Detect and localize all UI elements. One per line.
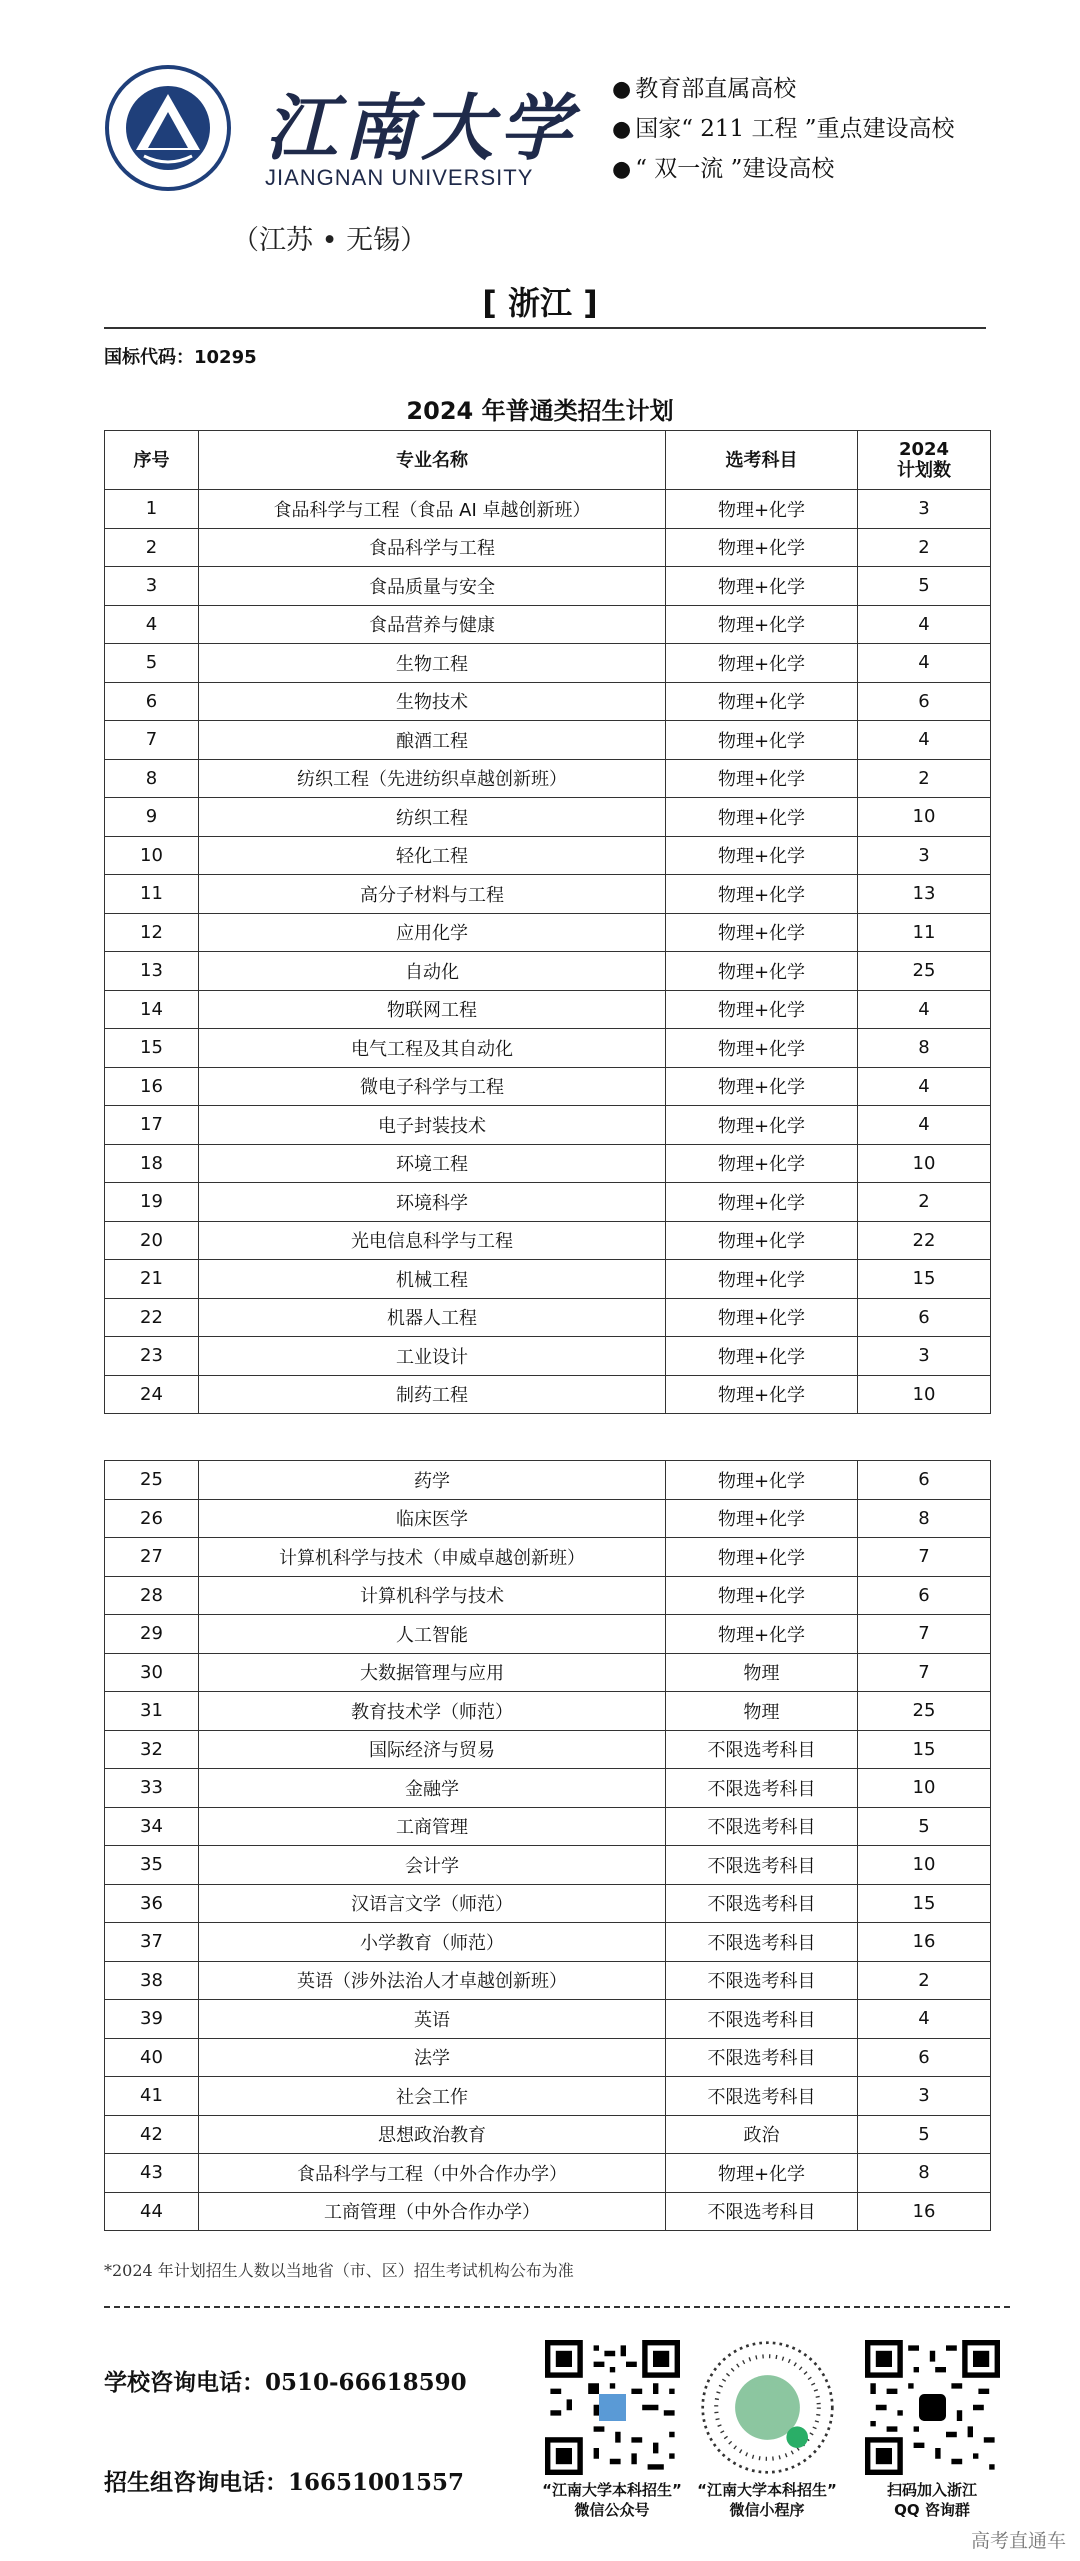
cell-subject: 物理 [666, 1653, 858, 1692]
cell-subject: 物理+化学 [666, 644, 858, 683]
watermark: 高考直通车 [970, 2530, 1066, 2552]
cell-major: 食品科学与工程（中外合作办学） [199, 2154, 666, 2193]
cell-major: 纺织工程（先进纺织卓越创新班） [199, 759, 666, 798]
table-header-row [105, 431, 991, 490]
col-header-major: 专业名称 [199, 431, 666, 490]
cell-no: 5 [105, 644, 199, 683]
table-row [105, 1260, 991, 1299]
cell-major: 光电信息科学与工程 [199, 1221, 666, 1260]
cell-major: 环境工程 [199, 1144, 666, 1183]
cell-major: 食品科学与工程 [199, 528, 666, 567]
cell-plan: 2 [858, 1183, 991, 1222]
cell-plan: 4 [858, 1106, 991, 1145]
cell-plan: 6 [858, 2038, 991, 2077]
cell-subject: 物理+化学 [666, 1260, 858, 1299]
cell-subject: 不限选考科目 [666, 1923, 858, 1962]
table-row [105, 1538, 991, 1577]
table-row [105, 759, 991, 798]
cell-no: 43 [105, 2154, 199, 2193]
cell-major: 工业设计 [199, 1337, 666, 1376]
university-name-cn: 江南大学 [265, 85, 578, 170]
feature-bullet: ● “ 双一流 ”建设高校 [612, 156, 835, 182]
cell-plan: 3 [858, 490, 991, 529]
table-row [105, 1221, 991, 1260]
cell-no: 26 [105, 1499, 199, 1538]
cell-subject: 物理+化学 [666, 1576, 858, 1615]
cell-no: 12 [105, 913, 199, 952]
table-row [105, 952, 991, 991]
cell-subject: 物理+化学 [666, 682, 858, 721]
cell-plan: 25 [858, 952, 991, 991]
cell-major: 英语 [199, 2000, 666, 2039]
feature-bullet: ● 教育部直属高校 [612, 76, 797, 102]
cell-plan: 15 [858, 1884, 991, 1923]
cell-subject: 物理+化学 [666, 1067, 858, 1106]
cell-no: 22 [105, 1298, 199, 1337]
table-row [105, 490, 991, 529]
cell-no: 21 [105, 1260, 199, 1299]
cell-major: 酿酒工程 [199, 721, 666, 760]
cell-major: 机器人工程 [199, 1298, 666, 1337]
cell-major: 生物技术 [199, 682, 666, 721]
table-row [105, 1337, 991, 1376]
cell-no: 6 [105, 682, 199, 721]
cell-subject: 物理+化学 [666, 1106, 858, 1145]
table-row [105, 990, 991, 1029]
cell-subject: 不限选考科目 [666, 1807, 858, 1846]
university-name-en: JIANGNAN UNIVERSITY [265, 165, 534, 190]
cell-plan: 10 [858, 1375, 991, 1414]
cell-subject: 物理+化学 [666, 759, 858, 798]
cell-no: 30 [105, 1653, 199, 1692]
cell-subject: 物理+化学 [666, 1615, 858, 1654]
cell-plan: 4 [858, 721, 991, 760]
table-row [105, 1499, 991, 1538]
cell-no: 9 [105, 798, 199, 837]
cell-plan: 8 [858, 1029, 991, 1068]
cell-subject: 物理+化学 [666, 567, 858, 606]
table-row [105, 1029, 991, 1068]
table-row [105, 1884, 991, 1923]
cell-plan: 8 [858, 2154, 991, 2193]
cell-plan: 22 [858, 1221, 991, 1260]
table-row [105, 1144, 991, 1183]
table-row [105, 875, 991, 914]
cell-major: 大数据管理与应用 [199, 1653, 666, 1692]
cell-no: 8 [105, 759, 199, 798]
cell-major: 人工智能 [199, 1615, 666, 1654]
cell-plan: 10 [858, 1144, 991, 1183]
cell-plan: 7 [858, 1615, 991, 1654]
cell-major: 应用化学 [199, 913, 666, 952]
cell-no: 14 [105, 990, 199, 1029]
qr-caption: “江南大学本科招生” 微信小程序 [697, 2481, 837, 2519]
table-row [105, 2038, 991, 2077]
enrollment-plan-table [104, 430, 991, 1414]
table-row [105, 1067, 991, 1106]
cell-no: 13 [105, 952, 199, 991]
table-row [105, 1106, 991, 1145]
table-row [105, 798, 991, 837]
cell-plan: 6 [858, 682, 991, 721]
cell-no: 44 [105, 2192, 199, 2231]
table-row [105, 2192, 991, 2231]
cell-major: 食品科学与工程（食品 AI 卓越创新班） [199, 490, 666, 529]
cell-plan: 5 [858, 1807, 991, 1846]
table-row [105, 1730, 991, 1769]
cell-major: 英语（涉外法治人才卓越创新班） [199, 1961, 666, 2000]
dashed-divider [104, 2306, 1010, 2308]
cell-major: 物联网工程 [199, 990, 666, 1029]
cell-no: 3 [105, 567, 199, 606]
cell-major: 制药工程 [199, 1375, 666, 1414]
cell-subject: 不限选考科目 [666, 1730, 858, 1769]
cell-major: 会计学 [199, 1846, 666, 1885]
cell-major: 工商管理 [199, 1807, 666, 1846]
divider [104, 327, 986, 329]
table-row [105, 1576, 991, 1615]
cell-plan: 6 [858, 1461, 991, 1500]
cell-subject: 物理+化学 [666, 952, 858, 991]
cell-plan: 15 [858, 1730, 991, 1769]
table-row [105, 1653, 991, 1692]
cell-no: 20 [105, 1221, 199, 1260]
cell-plan: 16 [858, 2192, 991, 2231]
footnote: *2024 年计划招生人数以当地省（市、区）招生考试机构公布为准 [104, 2261, 574, 2280]
cell-no: 32 [105, 1730, 199, 1769]
cell-plan: 10 [858, 798, 991, 837]
cell-plan: 4 [858, 1067, 991, 1106]
cell-plan: 10 [858, 1769, 991, 1808]
cell-subject: 物理+化学 [666, 798, 858, 837]
cell-no: 15 [105, 1029, 199, 1068]
cell-no: 41 [105, 2077, 199, 2116]
cell-plan: 6 [858, 1298, 991, 1337]
cell-major: 环境科学 [199, 1183, 666, 1222]
cell-subject: 物理+化学 [666, 1183, 858, 1222]
cell-plan: 16 [858, 1923, 991, 1962]
cell-no: 39 [105, 2000, 199, 2039]
cell-subject: 物理+化学 [666, 990, 858, 1029]
table-row [105, 644, 991, 683]
cell-major: 计算机科学与技术（申威卓越创新班） [199, 1538, 666, 1577]
cell-subject: 物理+化学 [666, 2154, 858, 2193]
cell-major: 工商管理（中外合作办学） [199, 2192, 666, 2231]
cell-no: 1 [105, 490, 199, 529]
cell-major: 国际经济与贸易 [199, 1730, 666, 1769]
cell-no: 42 [105, 2115, 199, 2154]
cell-plan: 2 [858, 1961, 991, 2000]
col-header-subject: 选考科目 [666, 431, 858, 490]
cell-no: 17 [105, 1106, 199, 1145]
cell-subject: 不限选考科目 [666, 1961, 858, 2000]
cell-plan: 3 [858, 2077, 991, 2116]
cell-major: 轻化工程 [199, 836, 666, 875]
cell-no: 23 [105, 1337, 199, 1376]
cell-major: 小学教育（师范） [199, 1923, 666, 1962]
cell-subject: 物理+化学 [666, 1499, 858, 1538]
qr-code-qq-group[interactable] [865, 2340, 1000, 2475]
cell-subject: 物理+化学 [666, 836, 858, 875]
cell-no: 31 [105, 1692, 199, 1731]
table-row [105, 605, 991, 644]
cell-subject: 物理+化学 [666, 721, 858, 760]
cell-plan: 13 [858, 875, 991, 914]
cell-plan: 4 [858, 990, 991, 1029]
table-row [105, 913, 991, 952]
cell-major: 法学 [199, 2038, 666, 2077]
cell-subject: 不限选考科目 [666, 1769, 858, 1808]
table-row [105, 1846, 991, 1885]
cell-no: 24 [105, 1375, 199, 1414]
table-row [105, 2115, 991, 2154]
cell-major: 机械工程 [199, 1260, 666, 1299]
cell-no: 19 [105, 1183, 199, 1222]
institution-code: 国标代码：10295 [104, 347, 257, 368]
table-row [105, 1183, 991, 1222]
table-row [105, 836, 991, 875]
cell-no: 10 [105, 836, 199, 875]
cell-no: 18 [105, 1144, 199, 1183]
cell-subject: 物理+化学 [666, 913, 858, 952]
cell-no: 29 [105, 1615, 199, 1654]
table-row [105, 1615, 991, 1654]
cell-no: 28 [105, 1576, 199, 1615]
cell-subject: 不限选考科目 [666, 1846, 858, 1885]
cell-plan: 8 [858, 1499, 991, 1538]
table-row [105, 2154, 991, 2193]
enrollment-plan-table-continued [104, 1460, 991, 2231]
col-header-no: 序号 [105, 431, 199, 490]
cell-plan: 7 [858, 1538, 991, 1577]
cell-plan: 6 [858, 1576, 991, 1615]
cell-plan: 5 [858, 567, 991, 606]
cell-subject: 物理+化学 [666, 490, 858, 529]
table-row [105, 1461, 991, 1500]
table-row [105, 1375, 991, 1414]
cell-major: 药学 [199, 1461, 666, 1500]
cell-plan: 10 [858, 1846, 991, 1885]
qr-caption: “江南大学本科招生” 微信公众号 [542, 2481, 682, 2519]
cell-plan: 4 [858, 644, 991, 683]
cell-plan: 5 [858, 2115, 991, 2154]
cell-major: 电气工程及其自动化 [199, 1029, 666, 1068]
cell-major: 食品质量与安全 [199, 567, 666, 606]
cell-major: 思想政治教育 [199, 2115, 666, 2154]
cell-plan: 3 [858, 1337, 991, 1376]
cell-subject: 物理+化学 [666, 1538, 858, 1577]
table-row [105, 1692, 991, 1731]
cell-no: 25 [105, 1461, 199, 1500]
cell-plan: 2 [858, 759, 991, 798]
table-row [105, 721, 991, 760]
feature-bullet: ● 国家“ 211 工程 ”重点建设高校 [612, 116, 955, 142]
cell-subject: 不限选考科目 [666, 2192, 858, 2231]
cell-major: 临床医学 [199, 1499, 666, 1538]
table-row [105, 567, 991, 606]
cell-subject: 物理 [666, 1692, 858, 1731]
cell-subject: 物理+化学 [666, 1221, 858, 1260]
cell-major: 计算机科学与技术 [199, 1576, 666, 1615]
cell-subject: 物理+化学 [666, 605, 858, 644]
table-row [105, 1769, 991, 1808]
table-row [105, 682, 991, 721]
cell-no: 34 [105, 1807, 199, 1846]
office-phone: 招生组咨询电话：16651001557 [104, 2469, 465, 2496]
cell-plan: 2 [858, 528, 991, 567]
cell-plan: 4 [858, 2000, 991, 2039]
cell-subject: 物理+化学 [666, 1337, 858, 1376]
cell-no: 16 [105, 1067, 199, 1106]
table-row [105, 2077, 991, 2116]
qr-caption: 扫码加入浙江 QQ 咨询群 [886, 2481, 977, 2519]
cell-no: 27 [105, 1538, 199, 1577]
cell-no: 33 [105, 1769, 199, 1808]
cell-no: 40 [105, 2038, 199, 2077]
cell-major: 生物工程 [199, 644, 666, 683]
cell-plan: 3 [858, 836, 991, 875]
cell-major: 微电子科学与工程 [199, 1067, 666, 1106]
table-row [105, 1807, 991, 1846]
cell-subject: 物理+化学 [666, 875, 858, 914]
qr-code-mini-program[interactable] [700, 2340, 835, 2475]
cell-subject: 物理+化学 [666, 528, 858, 567]
cell-plan: 25 [858, 1692, 991, 1731]
qr-code-wechat-account[interactable] [545, 2340, 680, 2475]
cell-major: 汉语言文学（师范） [199, 1884, 666, 1923]
cell-major: 自动化 [199, 952, 666, 991]
cell-no: 36 [105, 1884, 199, 1923]
cell-subject: 物理+化学 [666, 1375, 858, 1414]
cell-subject: 不限选考科目 [666, 2038, 858, 2077]
cell-plan: 4 [858, 605, 991, 644]
cell-plan: 11 [858, 913, 991, 952]
table-row [105, 1298, 991, 1337]
university-logo [104, 64, 232, 192]
cell-no: 2 [105, 528, 199, 567]
cell-subject: 不限选考科目 [666, 1884, 858, 1923]
cell-major: 高分子材料与工程 [199, 875, 666, 914]
table-row [105, 1923, 991, 1962]
school-phone: 学校咨询电话：0510-66618590 [104, 2369, 467, 2396]
cell-subject: 物理+化学 [666, 1029, 858, 1068]
table-row [105, 2000, 991, 2039]
location-label: （江苏 • 无锡） [232, 225, 428, 256]
cell-major: 社会工作 [199, 2077, 666, 2116]
cell-subject: 物理+化学 [666, 1144, 858, 1183]
cell-major: 电子封装技术 [199, 1106, 666, 1145]
table-row [105, 1961, 991, 2000]
cell-plan: 15 [858, 1260, 991, 1299]
cell-major: 金融学 [199, 1769, 666, 1808]
cell-subject: 政治 [666, 2115, 858, 2154]
cell-no: 37 [105, 1923, 199, 1962]
cell-no: 4 [105, 605, 199, 644]
cell-no: 7 [105, 721, 199, 760]
cell-major: 纺织工程 [199, 798, 666, 837]
cell-subject: 物理+化学 [666, 1298, 858, 1337]
cell-no: 35 [105, 1846, 199, 1885]
cell-subject: 不限选考科目 [666, 2077, 858, 2116]
cell-major: 教育技术学（师范） [199, 1692, 666, 1731]
cell-major: 食品营养与健康 [199, 605, 666, 644]
cell-subject: 物理+化学 [666, 1461, 858, 1500]
table-title: 2024 年普通类招生计划 [406, 397, 674, 425]
cell-no: 11 [105, 875, 199, 914]
cell-plan: 7 [858, 1653, 991, 1692]
col-header-plan: 2024 计划数 [858, 431, 991, 490]
province-title: [ 浙江 ] [482, 284, 598, 322]
table-row [105, 528, 991, 567]
cell-subject: 不限选考科目 [666, 2000, 858, 2039]
cell-no: 38 [105, 1961, 199, 2000]
